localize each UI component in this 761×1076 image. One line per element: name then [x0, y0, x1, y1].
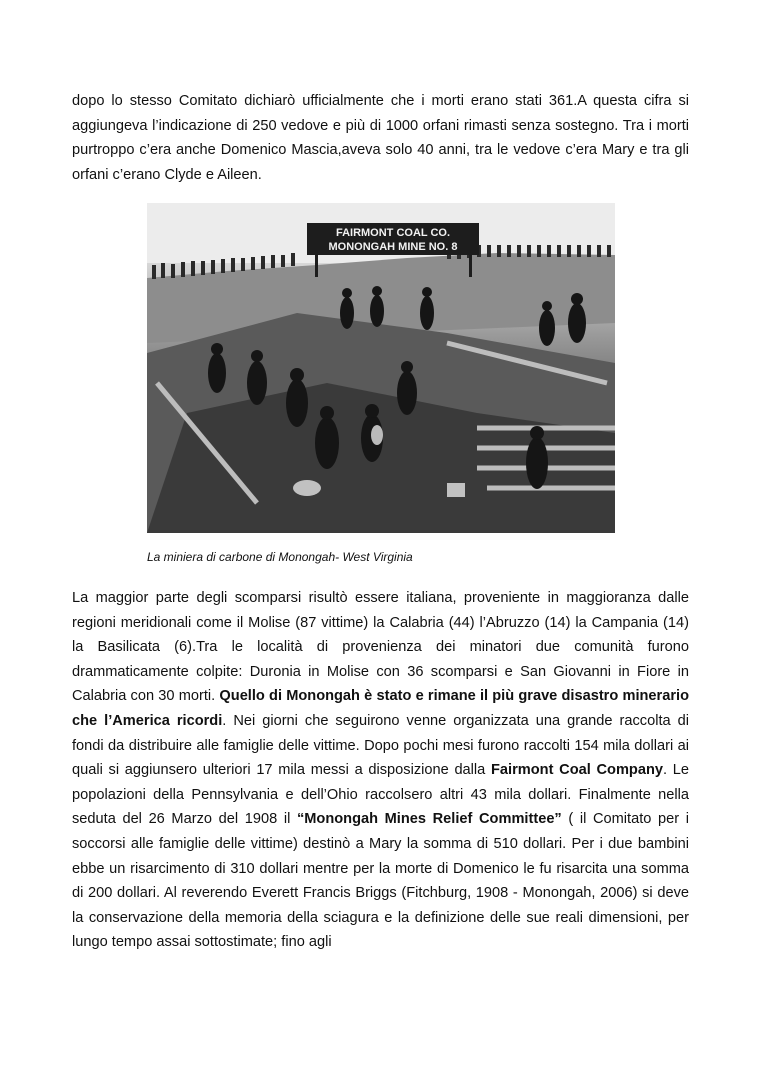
sign-line-1: FAIRMONT COAL CO.: [335, 227, 451, 239]
bold-committee-name: “Monongah Mines Relief Committee”: [296, 811, 562, 828]
text-segment: ( il Comitato per i soccorsi alle famiglie delle vittime) destinò a Mary la somma di 510 dollari. Per i due bambini ebbe un risarcimento di 310 dollari mentre per la morte di Domenico le fu risarcita una somma di 200 dollari. Al reverendo Everett Francis Briggs (Fitchburg, 1908 - Monongah, 2006) si deve la conservazione della memoria della sciagura e la definizione delle sue reali dimensioni, per lungo tempo assai sottostimate; fino agli: [72, 811, 689, 951]
paragraph-intro: dopo lo stesso Comitato dichiarò ufficialmente che i morti erano stati 361.A questa cifra si aggiungeva l’indicazione di 250 vedove e più di 1000 orfani rimasti senza sostegno. Tra i morti purtroppo c’era anche Domenico Mascia,aveva solo 40 anni, tra le vedove c’era Mary e tra gli orfani c’erano Clyde e Aileen.: [72, 93, 689, 183]
mine-photo-illustration: [147, 203, 615, 533]
paragraph-main: [72, 586, 689, 955]
photo-caption: La miniera di carbone di Monongah- West Virginia: [147, 550, 413, 564]
text-segment: La maggior parte degli scomparsi risultò essere italiana, proveniente in maggioranza dalle regioni meridionali come il Molise (87 vittime) la Calabria (44) l’Abruzzo (14) la Campania (14) la Basilicata (6).Tra le località di provenienza dei minatori due comunità furono drammaticamente colpite: Duronia in Molise con 36 scomparsi e San Giovanni in Fiore in Calabria con 30 morti.: [72, 590, 689, 705]
bold-statement: Quello di Monongah è stato e rimane il più grave disastro minerario che l’America ricordi: [72, 688, 689, 729]
sign-line-2: MONONGAH MINE NO. 8: [328, 241, 458, 253]
mine-photo: [147, 203, 615, 533]
text-segment: . Le popolazioni della Pennsylvania e dell’Ohio raccolsero altri 43 mila dollari. Finalmente nella seduta del 26 Marzo del 1908 il: [72, 762, 689, 828]
bold-company-name: Fairmont Coal Company: [491, 762, 663, 779]
paragraph-main-text: [72, 586, 689, 955]
text-segment: . Nei giorni che seguirono venne organizzata una grande raccolta di fondi da distribuire alle famiglie delle vittime. Dopo pochi mesi furono raccolti 154 mila dollari ai quali si aggiunsero ulteriori 17 mila messi a disposizione dalla: [72, 712, 689, 779]
page-body: [72, 89, 689, 187]
